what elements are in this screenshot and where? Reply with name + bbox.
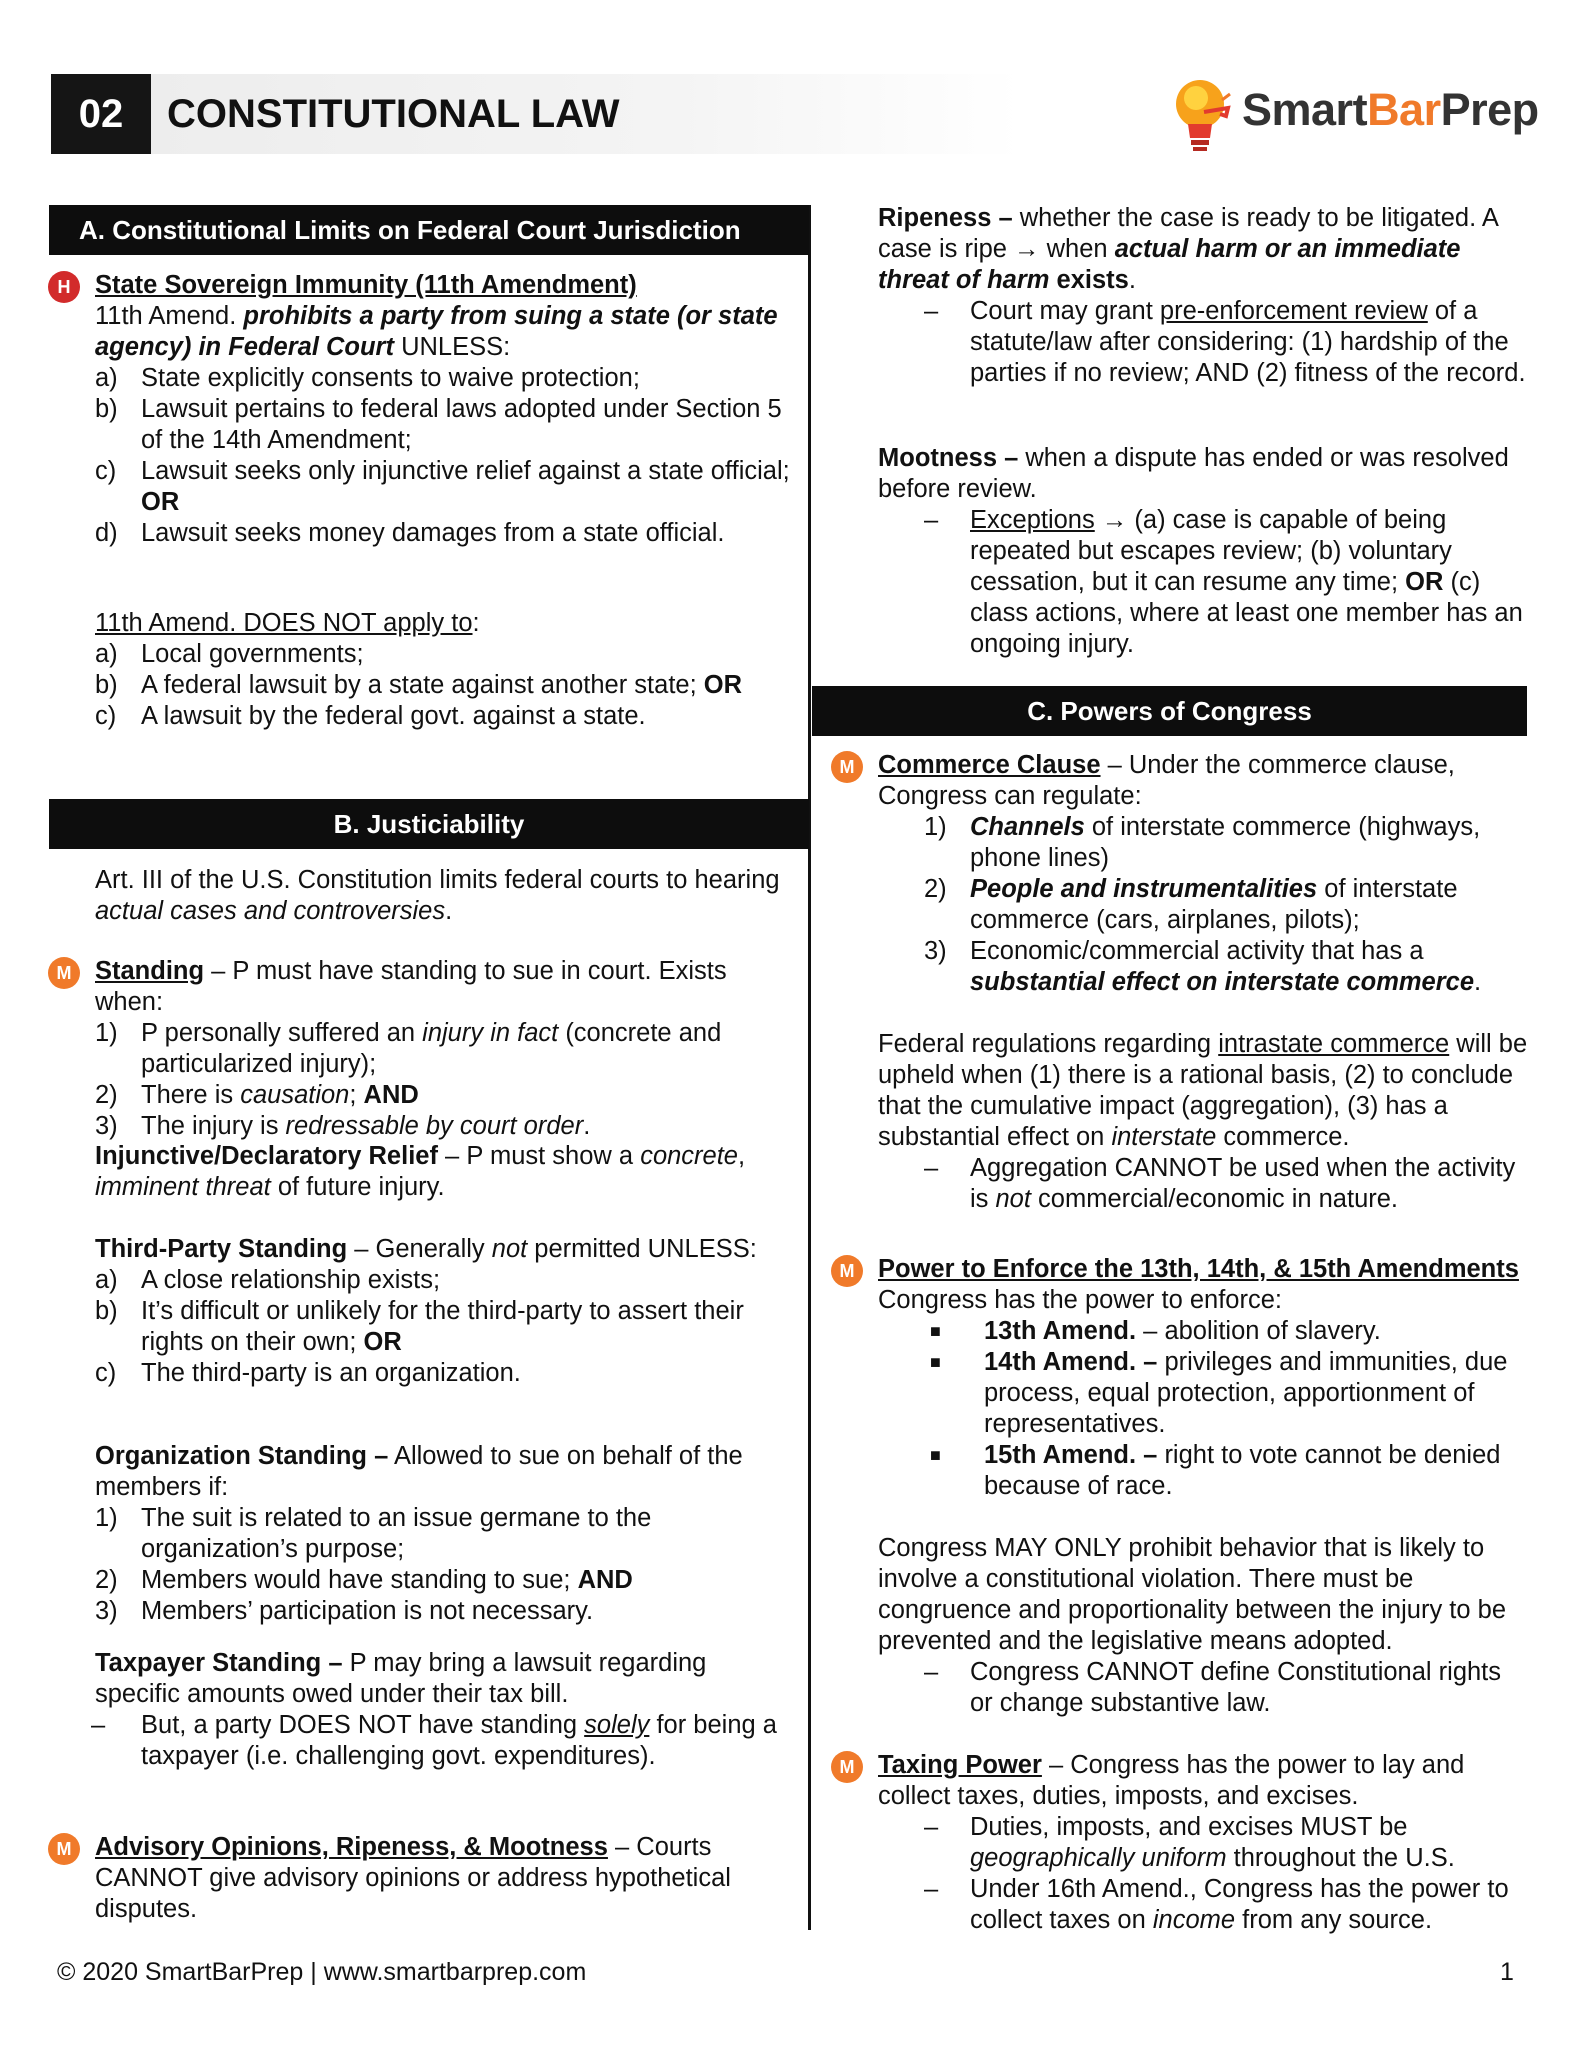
mootness-title: Mootness –	[878, 444, 1019, 472]
left-column	[49, 205, 809, 1923]
medium-priority-badge: M	[831, 751, 863, 783]
list-item: 2) People and instrumentalities of interstate commerce (cars, airplanes, pilots);	[924, 875, 1458, 934]
advisory-opinions-block: M Advisory Opinions, Ripeness, & Mootness – Courts CANNOT give advisory opinions or address hypothetical disputes.	[95, 1832, 795, 1925]
injunctive-relief-block: Injunctive/Declaratory Relief – P must show a concrete, imminent threat of future injury.	[95, 1142, 746, 1201]
taxpayer-title: Taxpayer Standing –	[95, 1649, 343, 1677]
taxing-sub-point: – Duties, imposts, and excises MUST be geographically uniform throughout the U.S.	[924, 1813, 1455, 1872]
taxing-power-title: Taxing Power	[878, 1751, 1042, 1779]
sovereign-immunity-block	[57, 270, 795, 549]
list-item: b) It’s difficult or unlikely for the third-party to assert their rights on their own; OR	[95, 1297, 744, 1356]
organization-list	[49, 1503, 795, 1627]
third-party-list	[49, 1265, 795, 1389]
waiver-list	[49, 363, 795, 549]
organization-title: Organization Standing –	[95, 1442, 389, 1470]
mootness-sub-point: – Exceptions → (a) case is capable of being repeated but escapes review; (b) voluntary cessation, but it can resume any time; OR (c) class actions, where at least one member has an ongoing injury.	[924, 506, 1523, 658]
page-title: CONSTITUTIONAL LAW	[151, 74, 1021, 154]
not-apply-block: 11th Amend. DOES NOT apply to: a) Local governments; b) A federal lawsuit by a state against another state; OR c) A lawsuit by the federal govt. against a state.	[95, 608, 795, 732]
smartbarprep-logo	[1170, 72, 1540, 162]
medium-priority-badge: M	[831, 1255, 863, 1287]
standing-title: Standing	[95, 957, 205, 985]
standing-block: M Standing – P must have standing to sue in court. Exists when: 1) P personally suffered an injury in fact (concrete and particularized injury); 2) There is causation; AND 3) The injury is redressable by court order.	[95, 956, 795, 1142]
injunctive-title: Injunctive/Declaratory Relief	[95, 1142, 438, 1170]
list-item: 2) Members would have standing to sue; AND	[95, 1566, 633, 1594]
not-apply-list	[49, 639, 795, 732]
list-item: 3) The injury is redressable by court order.	[95, 1112, 591, 1140]
ripeness-title: Ripeness –	[878, 204, 1013, 232]
list-item: d) Lawsuit seeks money damages from a state official.	[95, 519, 725, 547]
medium-priority-badge: M	[48, 1833, 80, 1865]
enforce-amendments-block: M Power to Enforce the 13th, 14th, & 15th Amendments Congress has the power to enforce: ■ 13th Amend. – abolition of slavery. ■ 14th Amend. – privileges and immunities, due process, equal protection, apportionment of representatives. ■ 15th Amend. – right to vote cannot be denied because of race.	[878, 1254, 1528, 1502]
third-party-title: Third-Party Standing	[95, 1235, 348, 1263]
section-b-heading: B. Justiciability	[49, 799, 809, 849]
list-item: 1) The suit is related to an issue germane to the organization’s purpose;	[95, 1504, 652, 1563]
list-item: 3) Economic/commercial activity that has a substantial effect on interstate commerce.	[924, 937, 1482, 996]
list-item: 1) P personally suffered an injury in fact (concrete and particularized injury);	[95, 1019, 722, 1078]
may-only-block: Congress MAY ONLY prohibit behavior that is likely to involve a constitutional violation. There must be congruence and proportionality between the injury to be prevented and the legislative means adopted. – Congress CANNOT define Constitutional rights or change substantive law.	[878, 1533, 1528, 1719]
column-divider	[808, 205, 811, 1930]
list-item: 3) Members’ participation is not necessary.	[95, 1597, 594, 1625]
list-item: b) Lawsuit pertains to federal laws adopted under Section 5 of the 14th Amendment;	[95, 395, 782, 454]
section-c-heading: C. Powers of Congress	[812, 686, 1527, 736]
list-item: a) State explicitly consents to waive protection;	[95, 364, 640, 392]
sovereign-immunity-text: 11th Amend. prohibits a party from suing a state (or state agency) in Federal Court UNLESS:	[95, 302, 778, 361]
list-item: a) A close relationship exists;	[95, 1266, 441, 1294]
list-item: ■ 13th Amend. – abolition of slavery.	[930, 1317, 1381, 1345]
amendments-list	[878, 1316, 1528, 1502]
lightbulb-icon	[1170, 72, 1240, 162]
list-item: c) A lawsuit by the federal govt. against a state.	[95, 702, 646, 730]
taxing-sub-point: – Under 16th Amend., Congress has the power to collect taxes on income from any source.	[924, 1875, 1509, 1934]
logo-wordmark: SmartBarPrep	[1242, 84, 1539, 135]
aggregation-sub-point: – Aggregation CANNOT be used when the activity is not commercial/economic in nature.	[924, 1154, 1516, 1213]
list-item: 1) Channels of interstate commerce (highways, phone lines)	[924, 813, 1481, 872]
list-item: c) The third-party is an organization.	[95, 1359, 521, 1387]
list-item: ■ 14th Amend. – privileges and immunities, due process, equal protection, apportionment of representatives.	[930, 1348, 1508, 1438]
chapter-number: 02	[51, 74, 151, 154]
section-a-heading: A. Constitutional Limits on Federal Court Jurisdiction	[49, 205, 809, 255]
medium-priority-badge: M	[831, 1751, 863, 1783]
commerce-list	[878, 812, 1528, 998]
list-item: ■ 15th Amend. – right to vote cannot be denied because of race.	[930, 1441, 1501, 1500]
third-party-block: Third-Party Standing – Generally not permitted UNLESS: a) A close relationship exists; b) It’s difficult or unlikely for the third-party to assert their rights on their own; OR c) The third-party is an organization.	[95, 1234, 795, 1389]
justiciability-intro: Art. III of the U.S. Constitution limits federal courts to hearing actual cases and controversies.	[95, 866, 780, 925]
footer-copyright: © 2020 SmartBarPrep | www.smartbarprep.com	[57, 1958, 587, 1986]
taxpayer-sub-point: – But, a party DOES NOT have standing solely for being a taxpayer (i.e. challenging govt. expenditures).	[91, 1711, 777, 1770]
medium-priority-badge: M	[48, 957, 80, 989]
commerce-clause-title: Commerce Clause	[878, 751, 1101, 779]
taxpayer-standing-block: Taxpayer Standing – P may bring a lawsuit regarding specific amounts owed under their tax bill. – But, a party DOES NOT have standing solely for being a taxpayer (i.e. challenging govt. expenditures).	[95, 1648, 795, 1772]
organization-standing-block: Organization Standing – Allowed to sue on behalf of the members if: 1) The suit is related to an issue germane to the organization’s purpose; 2) Members would have standing to sue; AND 3) Members’ participation is not necessary.	[95, 1441, 795, 1627]
page-number: 1	[1500, 1958, 1514, 1986]
list-item: a) Local governments;	[95, 640, 364, 668]
intrastate-commerce-block: Federal regulations regarding intrastate commerce will be upheld when (1) there is a rational basis, (2) to conclude that the cumulative impact (aggregation), (3) has a substantial effect on interstate commerce. – Aggregation CANNOT be used when the activity is not commercial/economic in nature.	[878, 1030, 1528, 1213]
mootness-block: Mootness – when a dispute has ended or was resolved before review. – Exceptions → (a) case is capable of being repeated but escapes review; (b) voluntary cessation, but it can resume any time; OR (c) class actions, where at least one member has an ongoing injury.	[878, 443, 1528, 660]
taxing-power-block: M Taxing Power – Congress has the power to lay and collect taxes, duties, imposts, and excises. – Duties, imposts, and excises MUST be geographically uniform throughout the U.S. – Under 16th Amend., Congress has the power to collect taxes on income from any source.	[878, 1750, 1528, 1936]
enforce-amendments-title: Power to Enforce the 13th, 14th, & 15th Amendments	[878, 1255, 1519, 1283]
ripeness-sub-point: – Court may grant pre-enforcement review of a statute/law after considering: (1) hardship of the parties if no review; AND (2) fitness of the record.	[924, 297, 1526, 387]
standing-list	[49, 1018, 795, 1142]
cannot-sub-point: – Congress CANNOT define Constitutional rights or change substantive law.	[924, 1658, 1502, 1717]
commerce-clause-block: M Commerce Clause – Under the commerce clause, Congress can regulate: 1) Channels of interstate commerce (highways, phone lines) 2) People and instrumentalities of interstate commerce (cars, airplanes, pilots); 3) Economic/commercial activity that has a substantial effect on interstate commerce.	[878, 750, 1528, 998]
high-priority-badge: H	[48, 271, 80, 303]
list-item: c) Lawsuit seeks only injunctive relief against a state official; OR	[95, 457, 790, 516]
sovereign-immunity-title: State Sovereign Immunity (11th Amendment)	[95, 271, 637, 299]
ripeness-block: Ripeness – whether the case is ready to be litigated. A case is ripe → when actual harm or an immediate threat of harm exists. – Court may grant pre-enforcement review of a statute/law after considering: (1) hardship of the parties if no review; AND (2) fitness of the record.	[878, 203, 1528, 389]
not-apply-heading: 11th Amend. DOES NOT apply to	[95, 609, 473, 637]
list-item: b) A federal lawsuit by a state against another state; OR	[95, 671, 743, 699]
advisory-title: Advisory Opinions, Ripeness, & Mootness	[95, 1833, 608, 1861]
list-item: 2) There is causation; AND	[95, 1081, 419, 1109]
